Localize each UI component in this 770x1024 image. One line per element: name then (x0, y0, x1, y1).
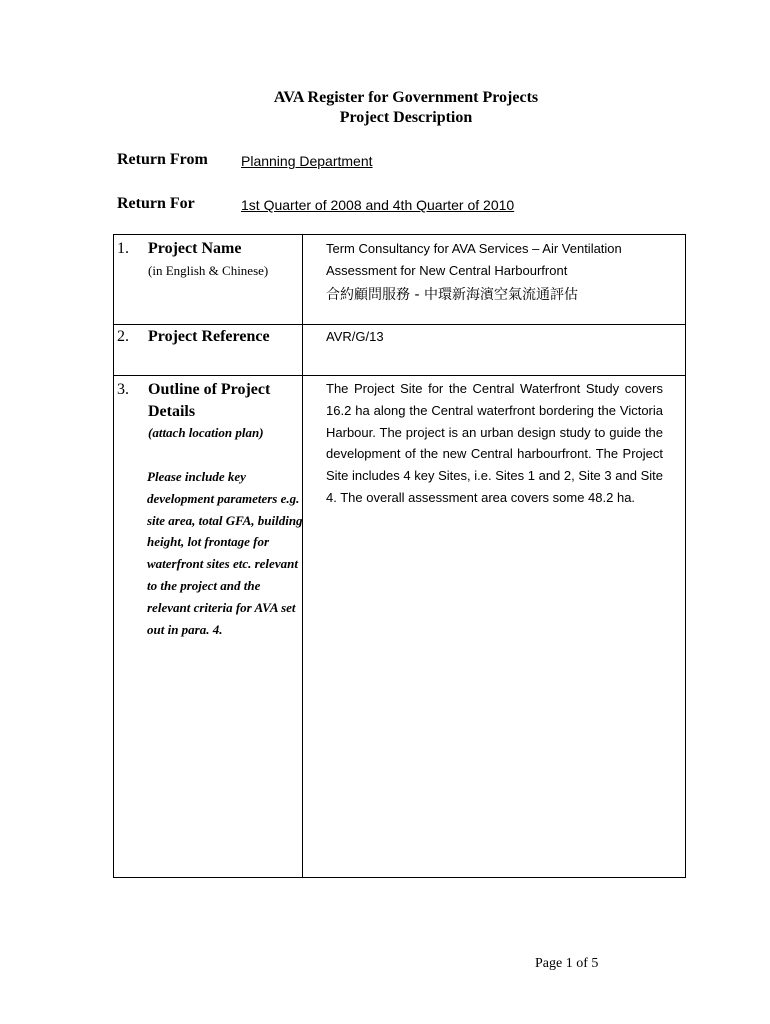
project-reference-heading: Project Reference (148, 328, 270, 345)
project-name-heading: Project Name (148, 240, 242, 257)
project-name-subheading: (in English & Chinese) (148, 263, 269, 278)
return-for-value: 1st Quarter of 2008 and 4th Quarter of 2010 (241, 197, 515, 213)
row-3-number: 3. (117, 381, 129, 398)
return-for-label: Return For (117, 195, 195, 212)
outline-instructions: Please include key development parameters e.g. site area, total GFA, building height, lot frontage for waterfront sites etc. relevant to the project and the relevant criteria for AVA set out in para. 4. (147, 469, 303, 637)
table-row-divider (113, 324, 686, 325)
outline-heading-line1: Outline of Project (148, 381, 271, 398)
document-subtitle: Project Description (339, 109, 473, 126)
project-reference-value: AVR/G/13 (326, 329, 384, 344)
project-name-english-line1: Term Consultancy for AVA Services – Air Ventilation (326, 241, 622, 256)
page-number: Page 1 of 5 (535, 956, 599, 971)
outline-heading-line2: Details (148, 403, 196, 420)
row-2-number: 2. (117, 328, 129, 345)
outline-subheading: (attach location plan) (148, 425, 264, 440)
project-name-chinese: 合約顧問服務 - 中環新海濱空氣流通評估 (326, 287, 578, 303)
return-from-value: Planning Department (241, 153, 373, 169)
table-row-divider (113, 375, 686, 376)
row-1-number: 1. (117, 240, 129, 257)
project-name-english-line2: Assessment for New Central Harbourfront (326, 263, 568, 278)
document-title: AVA Register for Government Projects (273, 89, 539, 106)
return-from-label: Return From (117, 151, 208, 168)
outline-description: The Project Site for the Central Waterfront Study covers 16.2 ha along the Central waterfront bordering the Victoria Harbour. The project is an urban design study to guide the development of the new Central harbourfront. The Project Site includes 4 key Sites, i.e. Sites 1 and 2, Site 3 and Site 4. The overall assessment area covers some 48.2 ha. (326, 381, 663, 505)
